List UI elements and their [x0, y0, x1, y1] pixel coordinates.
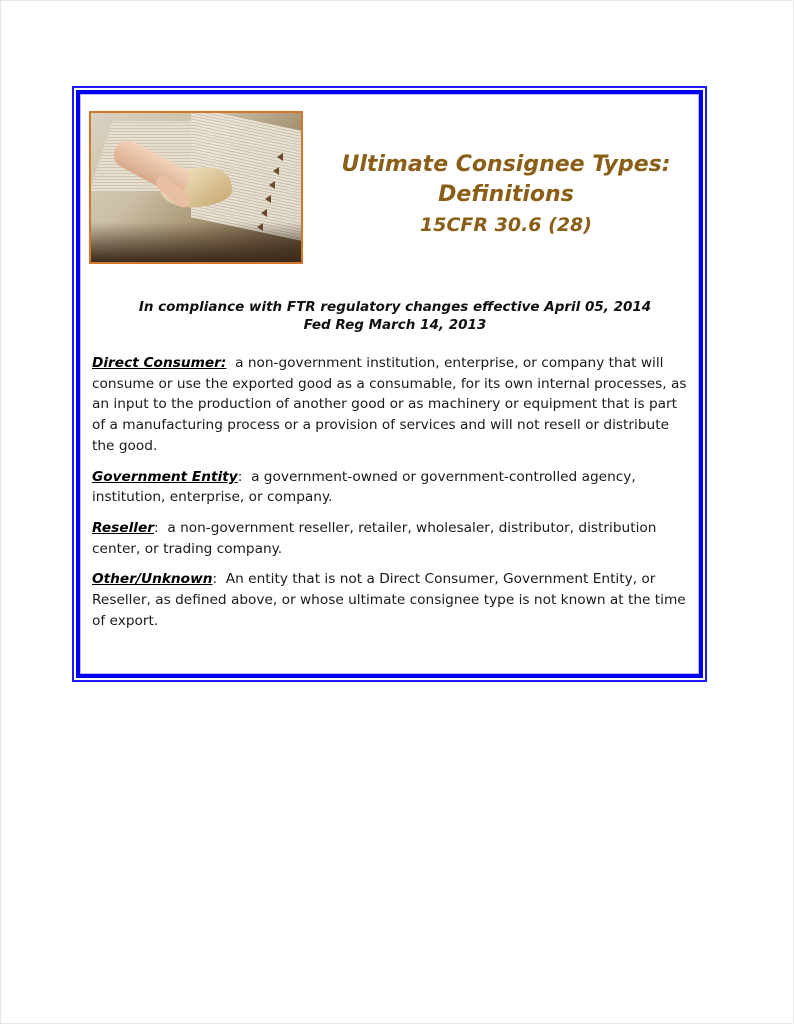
definitions-frame	[72, 86, 707, 682]
definition-term: Direct Consumer:	[92, 355, 227, 371]
definition-term: Reseller	[92, 519, 154, 536]
regulation-citation: 15CFR 30.6 (28)	[420, 214, 592, 236]
definition-separator: :	[154, 519, 168, 536]
open-book-photo-icon	[89, 111, 303, 264]
definition-government-entity	[92, 467, 692, 508]
definition-text: An entity that is not a Direct Consumer, Government Entity, or Reseller, as defined above, or whose ultimate consignee type is not known at the time of export.	[92, 571, 686, 629]
book-shadow	[91, 222, 301, 262]
definitions-list	[92, 353, 692, 641]
definitions-frame-inner	[76, 90, 703, 678]
definition-direct-consumer	[92, 353, 692, 457]
title-line-1: Ultimate Consignee Types:	[341, 152, 671, 177]
title-line-2: Definitions	[438, 182, 574, 207]
definition-term: Government Entity	[92, 468, 238, 485]
definition-separator: :	[212, 571, 226, 588]
definition-text: a non-government reseller, retailer, wholesaler, distributor, distribution center, or trading company.	[92, 519, 657, 557]
definition-text: a non-government institution, enterprise, or company that will consume or use the exported good as a consumable, for its own internal processes, as an input to the production of another good or as machinery or equipment that is part of a manufacturing process or a provision of services and will not resell or distribute the good.	[92, 355, 687, 454]
compliance-line-2: Fed Reg March 14, 2013	[303, 317, 487, 333]
compliance-line-1: In compliance with FTR regulatory changes effective April 05, 2014	[138, 299, 652, 315]
definition-other-unknown	[92, 569, 692, 631]
definition-reseller	[92, 518, 692, 559]
definition-term: Other/Unknown	[92, 571, 213, 588]
title-block	[316, 150, 696, 240]
definition-separator	[226, 355, 235, 371]
definition-separator: :	[237, 468, 252, 485]
compliance-note	[90, 298, 700, 334]
definition-text: a government-owned or government-controlled agency, institution, enterprise, or company.	[92, 468, 636, 506]
